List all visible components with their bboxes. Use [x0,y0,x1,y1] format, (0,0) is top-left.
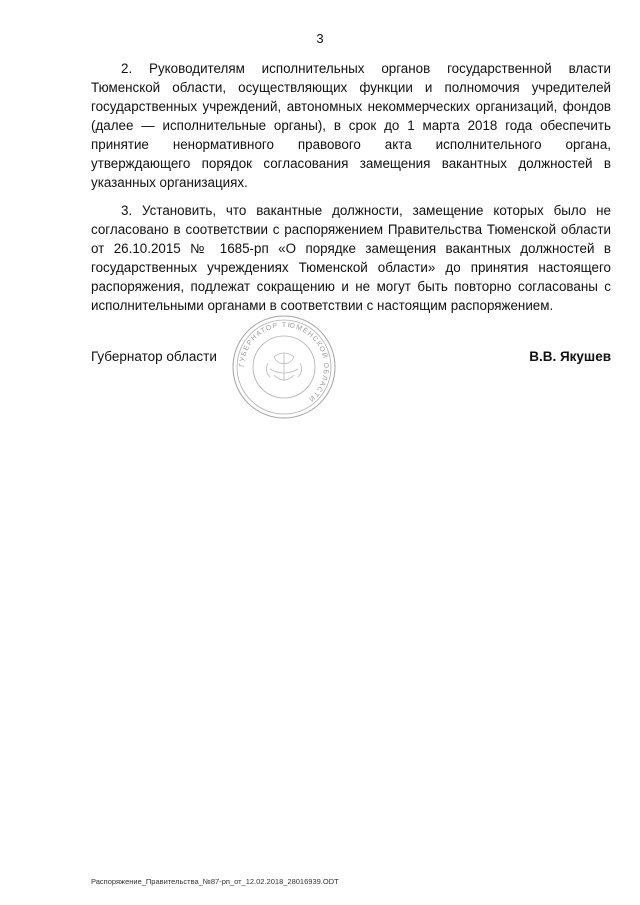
signatory-name: В.В. Якушев [529,349,611,364]
paragraph-2: 2. Руководителям исполнительных органов государственной власти Тюменской области, осуществляющих функции и полномочия учредителей государственных учреждений, автономных некоммерческих организаций, фондов (далее — исполнительные органы), в срок до 1 марта 2018 года обеспечить принятие ненормативного правового акта исполнительного органа, утверждающего порядок согласования замещения вакантных должностей в указанных организациях. [91,61,611,190]
page-number: 3 [316,31,324,46]
paragraph-3: 3. Установить, что вакантные должности, замещение которых было не согласовано в соответствии с распоряжением Правительства Тюменской области от 26.10.2015 № 1685-рп «О порядке замещения вакантных должностей в государственных учреждениях Тюменской области» до принятия настоящего распоряжения, подлежат сокращению и не могут быть повторно согласованы с исполнительными органами в соответствии с настоящим распоряжением. [91,203,611,313]
file-footer: Распоряжение_Правительства_№87-рп_от_12.02.2018_28016939.ODT [91,877,339,886]
seal-graphic [230,313,338,421]
signatory-title: Губернатор области [91,349,217,364]
signature-block [91,347,611,367]
document-body [91,59,611,324]
seal-ring-text: ГУБЕРНАТОР ТЮМЕНСКОЙ ОБЛАСТИ [238,321,330,404]
official-seal [230,313,338,421]
